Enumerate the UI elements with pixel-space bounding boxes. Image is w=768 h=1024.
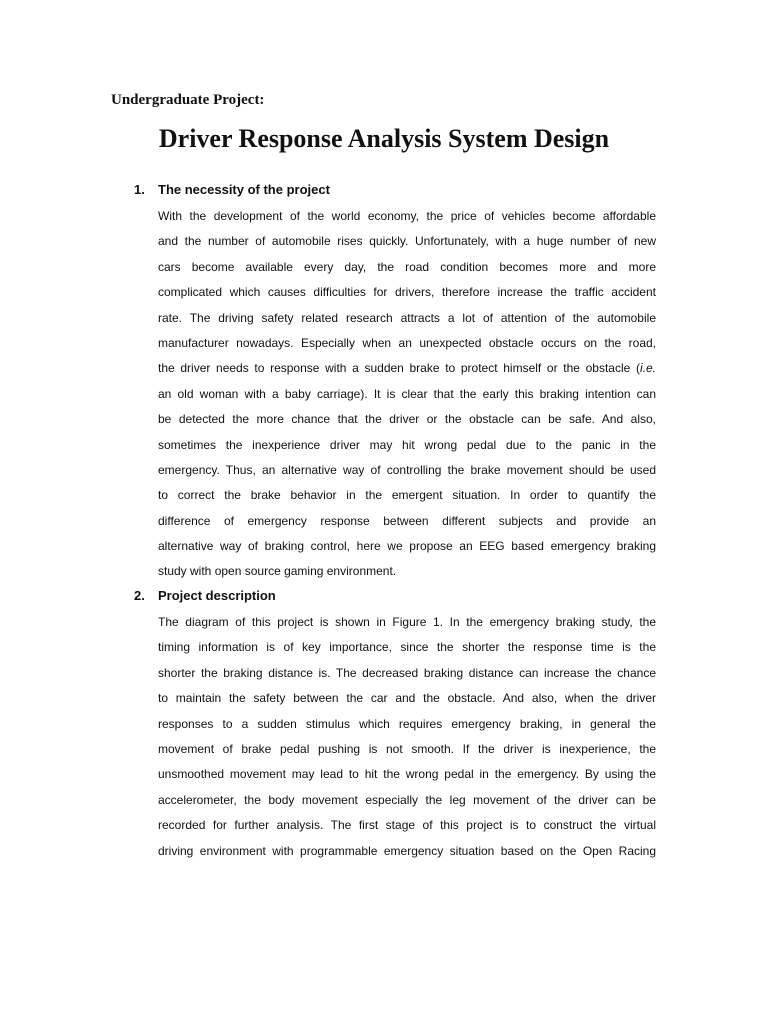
paragraph-line: movement of brake pedal pushing is not smooth. If the driver is inexperience, the [158,741,656,756]
paragraph-line: timing information is of key importance, since the shorter the response time is the [158,640,656,655]
paragraph-line: recorded for further analysis. The first stage of this project is to construct the virtual [158,818,656,833]
paragraph-line: manufacturer nowadays. Especially when an unexpected obstacle occurs on the road, [158,335,656,350]
paragraph-line: shorter the braking distance is. The decreased braking distance can increase the chance [158,665,656,680]
section-heading-necessity [134,181,330,199]
document-kicker: Undergraduate Project: [111,92,265,108]
paragraph-line: sometimes the inexperience driver may hit wrong pedal due to the panic in the [158,437,656,452]
paragraph-line: the driver needs to response with a sudden brake to protect himself or the obstacle (i.e. [158,361,656,376]
paragraph-line: be detected the more chance that the driver or the obstacle can be safe. And also, [158,412,656,427]
paragraph-line: complicated which causes difficulties for drivers, therefore increase the traffic accident [158,285,656,300]
paragraph-line: and the number of automobile rises quickly. Unfortunately, with a huge number of new [158,234,656,249]
paragraph-line: difference of emergency response between different subjects and provide an [158,513,656,528]
document-title: Driver Response Analysis System Design [158,124,610,153]
paragraph-line: study with open source gaming environment. [158,564,397,579]
paragraph-line: unsmoothed movement may lead to hit the wrong pedal in the emergency. By using the [158,767,656,782]
paragraph-line: The diagram of this project is shown in Figure 1. In the emergency braking study, the [158,615,656,629]
section-number: 2. [134,588,145,603]
paragraph-line: responses to a sudden stimulus which requires emergency braking, in general the [158,716,656,731]
paragraph-line: to correct the brake behavior in the emergent situation. In order to quantify the [158,488,656,503]
section-body-description [158,610,656,864]
paragraph-line: rate. The driving safety related research attracts a lot of attention of the automobile [158,310,656,325]
italic-abbreviation: i.e. [639,361,656,376]
paragraph-line: emergency. Thus, an alternative way of controlling the brake movement should be used [158,462,656,477]
section-heading-text: The necessity of the project [158,182,330,197]
section-heading-description [134,587,276,605]
paragraph-line: an old woman with a baby carriage). It is clear that the early this braking intention can [158,386,656,401]
paragraph-line: driving environment with programmable emergency situation based on the Open Racing [158,843,656,858]
paragraph-line: alternative way of braking control, here we propose an EEG based emergency braking [158,539,656,554]
section-heading-text: Project description [158,588,276,603]
paragraph-line: accelerometer, the body movement especially the leg movement of the driver can be [158,792,656,807]
section-body-necessity [158,204,656,585]
paragraph-line: With the development of the world economy, the price of vehicles become affordable [158,209,656,223]
paragraph-line: cars become available every day, the road condition becomes more and more [158,259,656,274]
paragraph-line: to maintain the safety between the car and the obstacle. And also, when the driver [158,691,656,706]
section-number: 1. [134,182,145,197]
